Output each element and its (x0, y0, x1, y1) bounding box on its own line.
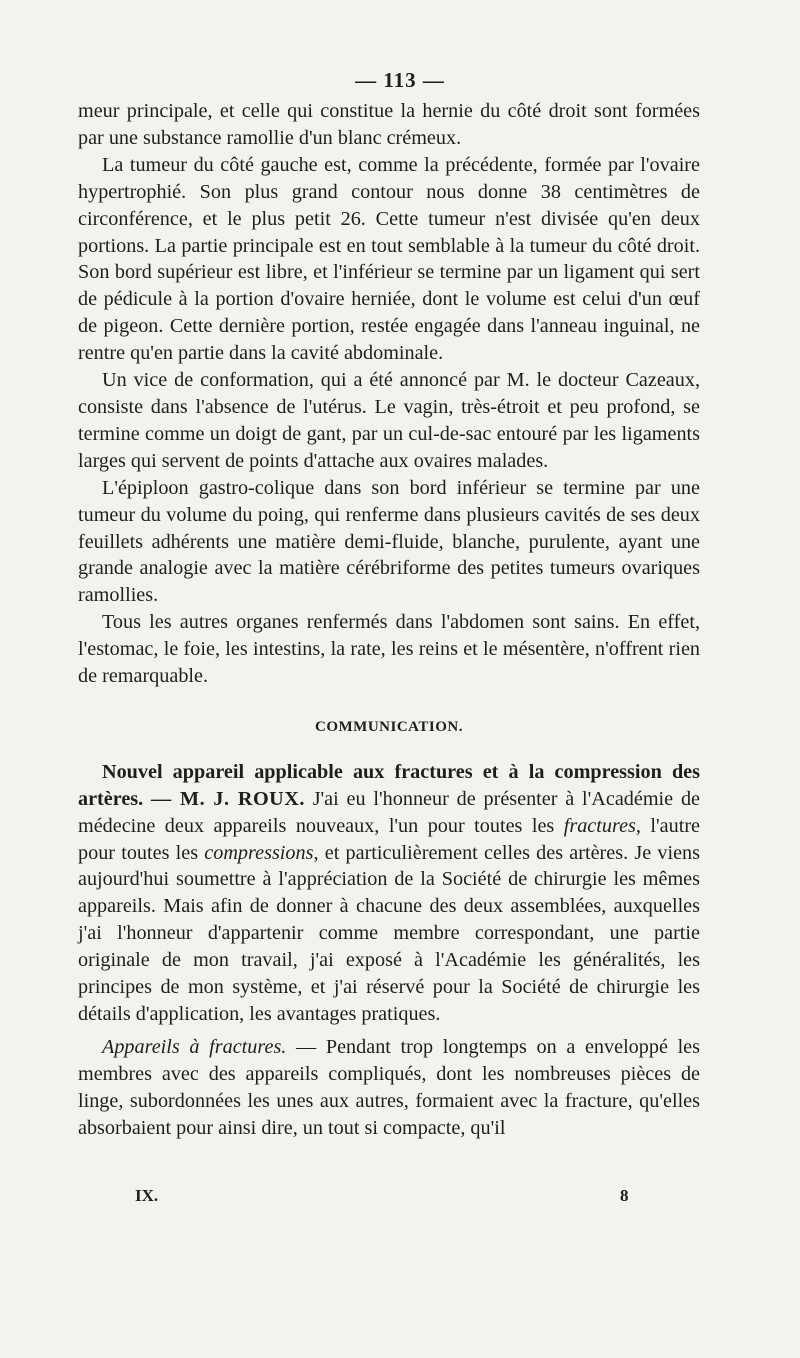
communication-italic-1: fractures (563, 814, 636, 837)
page-number: — 113 — (355, 68, 445, 92)
sheet-number: 8 (620, 1186, 629, 1205)
paragraph-epiploon: L'épiploon gastro-colique dans son bord inférieur se termine par une tumeur du volume du poing, qui renferme dans plusieurs cavités de ses deux feuillets adhérents une matière demi-fluide, blanche, purulente, ayant une grande analogie avec la matière cérébriforme des petites tumeurs ovariques ramollies. (78, 476, 700, 607)
fractures-lead: Appareils à fractures. (102, 1035, 287, 1058)
paragraph-malformation: Un vice de conformation, qui a été annoncé par M. le docteur Cazeaux, consiste dans l'absence de l'utérus. Le vagin, très-étroit et peu profond, se termine comme un doigt de gant, par un cul-de-sac entouré par les ligaments larges qui servent de points d'attache aux ovaires malades. (78, 369, 700, 472)
signature-mark: IX. (135, 1186, 159, 1205)
communication-text-3: , et particulièrement celles des artères. Je viens aujourd'hui soumettre à l'appréciation de la Société de chirurgie les mêmes appareils. Mais afin de donner à chacune des deux assemblées, auxquelles j'ai l'honneur d'appartenir comme membre correspondant, une partie originale de mon travail, j'ai exposé à l'Académie les généralités, les principes de mon système, et j'ai réservé pour la Société de chirurgie les détails d'application, les avantages pratiques. (78, 841, 700, 1025)
section-heading: COMMUNICATION. (315, 718, 463, 735)
page-body (78, 98, 700, 1142)
communication-paragraph (78, 759, 700, 1028)
paragraph-continued: meur principale, et celle qui constitue la hernie du côté droit sont formées par une substance ramollie d'un blanc crémeux. (78, 100, 700, 149)
communication-text-1: J'ai eu l'honneur de présenter à l'Académie de médecine deux appareils nouveaux, l'un pour toutes les (78, 787, 700, 837)
communication-italic-2: compressions (204, 841, 314, 864)
communication-text-2: , l'autre pour toutes les (78, 814, 701, 864)
fractures-paragraph (78, 1034, 700, 1142)
communication-author: — M. J. ROUX. (151, 787, 305, 810)
paragraph-other-organs: Tous les autres organes renfermés dans l'abdomen sont sains. En effet, l'estomac, le foie, les intestins, la rate, les reins et le mésentère, n'offrent rien de remarquable. (78, 611, 700, 688)
communication-title: Nouvel appareil applicable aux fractures et à la compression des artères. (78, 760, 700, 810)
paragraph-left-tumor: La tumeur du côté gauche est, comme la précédente, formée par l'ovaire hypertrophié. Son plus grand contour nous donne 38 centimètres de circonférence, et le plus petit 26. Cette tumeur n'est divisée qu'en deux portions. La partie principale est en tout semblable à la tumeur du côté droit. Son bord supérieur est libre, et l'inférieur se termine par un ligament qui sert de pédicule à la portion d'ovaire herniée, dont le volume est celui d'un œuf de pigeon. Cette dernière portion, restée engagée dans l'anneau inguinal, ne rentre qu'en partie dans la cavité abdominale. (78, 153, 700, 365)
fractures-text: — Pendant trop longtemps on a enveloppé les membres avec des appareils compliqués, dont les nombreuses pièces de linge, subordonnées les unes aux autres, formaient avec la fracture, qu'elles absorbaient pour ainsi dire, un tout si compacte, qu'il (78, 1035, 700, 1139)
